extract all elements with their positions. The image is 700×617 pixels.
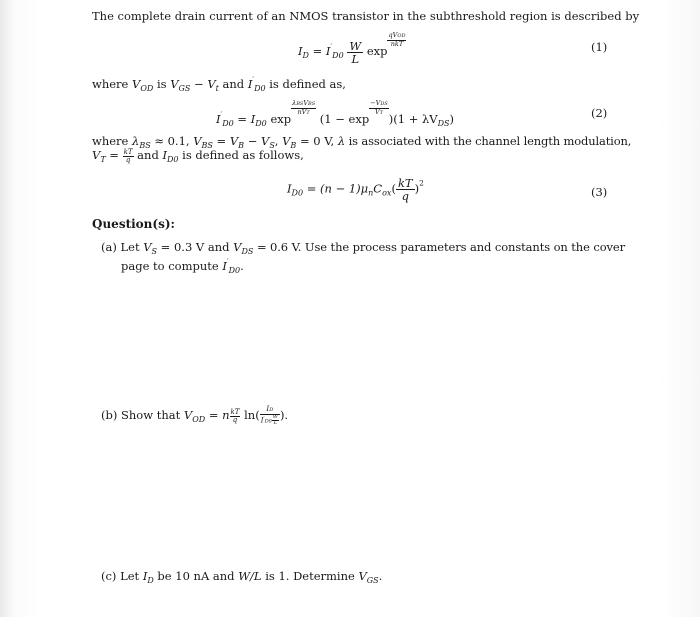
eq1-exp-num-sub: OD [397, 33, 406, 39]
where2-approx: ≈ 0.1, [150, 134, 194, 148]
eq2-exp2-num-sub: DS [380, 101, 388, 107]
eq2-exp2-den-sub: T [379, 110, 384, 116]
qa-t1: Let [120, 240, 144, 254]
where2-vs-sub: S [269, 141, 275, 150]
question-a-line-2 [121, 255, 244, 278]
qb-f2-den-prime: ′ [263, 415, 265, 422]
where1-vt: V [207, 77, 216, 91]
where2-vt-fraction [123, 149, 134, 164]
where2-lbs: λ [132, 134, 140, 148]
qb-vod-sub: OD [192, 415, 206, 424]
intro-sentence: The complete drain current of an NMOS transistor in the subthreshold region is described by [92, 9, 640, 23]
qb-f2-den-fraction [272, 415, 279, 426]
eq1-lhs: I [298, 44, 303, 58]
eq2-exp1-num-b-sub: BS [308, 101, 316, 107]
where2-ido-sub: D0 [167, 155, 179, 164]
qc-wl: W/L [238, 569, 262, 583]
eq2-exp1-num-b: V [303, 99, 309, 107]
qa-label: (a) [101, 240, 117, 254]
eq2-exponent-1 [291, 100, 316, 117]
where2-vb2-sub: B [290, 141, 297, 150]
eq3-paren-close: ) [414, 181, 420, 196]
qa-end: . [240, 259, 244, 273]
where2-lambda: λ [337, 134, 346, 148]
questions-heading: Question(s): [92, 217, 175, 231]
qc-vgs-sub: GS [366, 576, 379, 585]
qb-f2-num: I [266, 405, 270, 413]
eq2-final: ) [449, 112, 455, 126]
eq1-coef-sub: D0 [332, 51, 344, 60]
where2-frac-den: q [125, 155, 131, 164]
where2-lbs-sub: BS [139, 141, 151, 150]
question-c [101, 569, 382, 588]
where2-vbs-sub: BS [201, 141, 213, 150]
eq2-lhs-prime: ′ [220, 110, 223, 119]
eq2-lhs-sub: D0 [222, 119, 234, 128]
qc-id-sub: D [147, 576, 154, 585]
qc-t1: Let [120, 569, 143, 583]
eq1-frac-num: W [349, 38, 362, 53]
qa-vds-sub: DS [241, 247, 254, 256]
eq3-rhs-a-sub: n [368, 188, 374, 198]
eq1-fraction [347, 40, 363, 65]
eq2-rhs1-sub: D0 [255, 119, 267, 128]
qa-vds: V [233, 240, 242, 254]
where1-minus: − [190, 77, 208, 91]
where2-vs: V [261, 134, 270, 148]
eq2-exp1-num-a-sub: BS [296, 101, 304, 107]
where2-rest2: is defined as follows, [178, 148, 304, 162]
qa-t2: = 0.3 V and [157, 240, 234, 254]
eq1-frac-den: L [351, 51, 360, 66]
qb-t2: = n [205, 408, 230, 422]
equation-2-number: (2) [591, 106, 608, 120]
equation-3 [287, 177, 424, 202]
qa-line2: page to compute [121, 259, 223, 273]
qb-f2-num-sub: D [269, 407, 274, 413]
eq2-paren-close-sub: DS [437, 119, 450, 128]
where1-vod: V [132, 77, 141, 91]
eq2-exp2-num: −V [370, 99, 381, 107]
where2-w: where [92, 134, 133, 148]
where1-vod-sub: OD [140, 84, 154, 93]
equation-1 [298, 32, 406, 65]
eq2-paren-open: (1 − exp [319, 112, 370, 126]
eq3-rhs-a: (n − 1)μ [320, 181, 369, 196]
qa-vs: V [143, 240, 152, 254]
qb-f2-den: I [260, 416, 264, 425]
where1-part2: is [153, 77, 171, 91]
eq1-exp-den: nkT [390, 40, 404, 48]
qb-t1: Show that [121, 408, 184, 422]
where1-ido-prime: ′ [252, 75, 255, 84]
eq1-lhs-sub: D [302, 51, 309, 60]
qc-label: (c) [101, 569, 117, 583]
equation-3-number: (3) [591, 185, 608, 199]
where2-eq-zero: = 0 V, [296, 134, 338, 148]
qc-end: . [378, 569, 383, 583]
where1-part1: where [92, 77, 133, 91]
where1-ido: I [247, 77, 253, 91]
eq3-lhs-sub: D0 [291, 188, 304, 198]
where2-vb2: V [282, 134, 291, 148]
where2-and: and [133, 148, 163, 162]
where2-vb-sub: B [238, 141, 245, 150]
where2-vb: V [229, 134, 239, 148]
where-line-1 [92, 73, 346, 96]
where2-sep: , [274, 134, 283, 148]
eq3-lhs: I [287, 181, 292, 196]
where1-ido-sub: D0 [254, 84, 266, 93]
eq1-equals: = [312, 44, 323, 58]
eq3-power: 2 [419, 178, 424, 188]
eq3-frac-num: kT [397, 176, 413, 190]
qb-f2-den-frac-den: L [273, 420, 278, 426]
qc-t2: be 10 nA and [153, 569, 239, 583]
where1-vgs: V [170, 77, 179, 91]
where2-eq-b: = [105, 148, 123, 162]
eq2-lhs: I [216, 112, 221, 126]
qb-end: ). [279, 408, 289, 422]
eq3-paren-open: ( [391, 181, 396, 196]
eq2-paren-close: )(1 + λV [388, 112, 438, 126]
eq2-exp1-den: nV [297, 108, 307, 116]
eq3-rhs-b-sub: ox [382, 188, 392, 198]
qa-ido: I [222, 259, 227, 273]
eq1-exponent [387, 32, 406, 48]
eq3-equals: = [306, 181, 317, 196]
eq2-rhs1: I [250, 112, 256, 126]
eq3-fraction [396, 177, 415, 202]
eq2-exp1-den-sub: T [306, 110, 310, 116]
where2-frac-num: kT [123, 147, 133, 156]
eq2-exp1: exp [270, 112, 292, 126]
eq2-exp1-num-a: λ [292, 99, 297, 107]
qc-id: I [142, 569, 148, 583]
where2-eq-a: = [212, 134, 230, 148]
equation-1-number: (1) [591, 40, 608, 54]
qa-ido-prime: ′ [226, 257, 229, 266]
qb-fraction-1 [230, 409, 241, 424]
eq1-exp-num: qV [388, 31, 398, 39]
qc-t3: is 1. Determine [261, 569, 359, 583]
where2-rest: is associated with the channel length modulation, [345, 134, 632, 148]
equation-2 [216, 100, 454, 128]
where1-vgs-sub: GS [178, 84, 191, 93]
qc-vgs: V [358, 569, 367, 583]
eq2-exp2-den: V [374, 108, 380, 116]
eq3-rhs-b: C [373, 181, 383, 196]
qa-t3: = 0.6 V. Use the process parameters and constants on the cover [253, 240, 626, 254]
qb-fraction-2 [260, 406, 280, 426]
where2-ido: I [162, 148, 168, 162]
qb-vod: V [183, 408, 193, 422]
where-line-3 [92, 148, 304, 167]
where2-vt: V [92, 148, 101, 162]
eq1-coef-prime: ′ [330, 42, 333, 51]
qb-f2-den-sub: D0 [264, 418, 272, 425]
where2-minus: − [244, 134, 261, 148]
qa-ido-sub: D0 [228, 266, 241, 275]
qb-f2-den-frac-num: W [272, 414, 278, 420]
qb-frac-num: kT [230, 407, 240, 416]
eq1-exp: exp [366, 44, 388, 58]
intro-text [92, 9, 639, 23]
where1-vt-sub: t [215, 84, 219, 93]
eq2-equals: = [237, 112, 248, 126]
question-b [101, 406, 288, 427]
eq2-exponent-2 [369, 100, 389, 117]
qb-frac-den: q [232, 415, 238, 424]
qb-ln: ln( [240, 408, 260, 422]
where1-part3: and [218, 77, 248, 91]
where2-vt-sub: T [100, 155, 106, 164]
eq1-coef: I [325, 44, 331, 58]
qa-vs-sub: S [151, 247, 158, 256]
where1-part4: is defined as, [265, 77, 346, 91]
qb-label: (b) [101, 408, 118, 422]
eq3-frac-den: q [401, 189, 409, 203]
where2-vbs: V [193, 134, 202, 148]
